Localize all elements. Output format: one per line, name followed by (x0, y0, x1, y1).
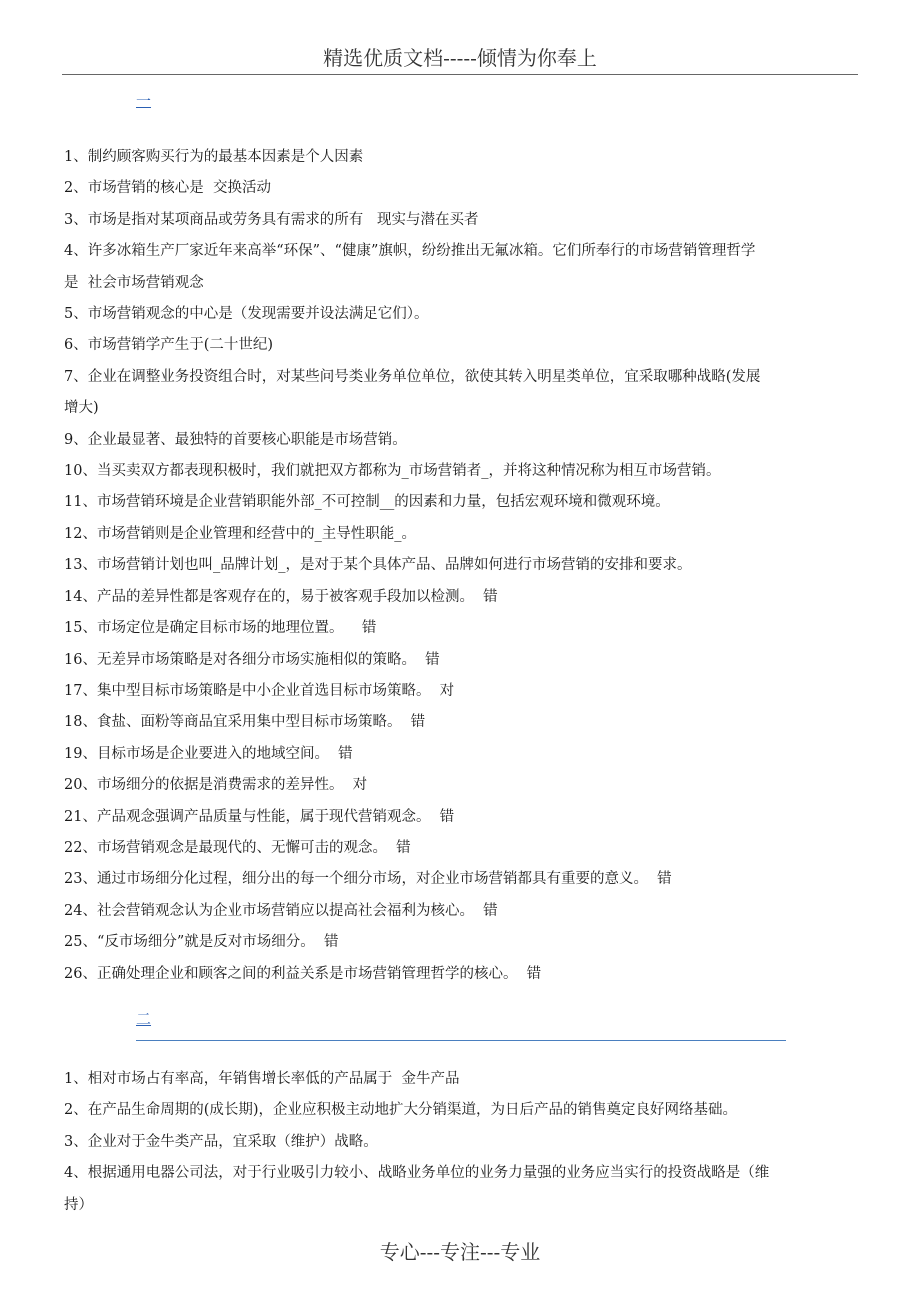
list-item: 7、企业在调整业务投资组合时，对某些问号类业务单位单位，欲使其转入明星类单位，宜采取哪种战略(发展 (64, 368, 761, 385)
list-item: 持） (64, 1196, 93, 1213)
list-item: 5、市场营销观念的中心是（发现需要并设法满足它们）。 (64, 306, 429, 323)
list-item: 3、市场是指对某项商品或劳务具有需求的所有 现实与潜在买者 (64, 211, 479, 228)
list-item: 16、无差异市场策略是对各细分市场实施相似的策略。 错 (64, 651, 440, 668)
list-item: 26、正确处理企业和顾客之间的利益关系是市场营销管理哲学的核心。 错 (64, 965, 542, 982)
list-item: 24、社会营销观念认为企业市场营销应以提高社会福利为核心。 错 (64, 902, 498, 919)
list-item: 11、市场营销环境是企业营销职能外部_不可控制__的因素和力量，包括宏观环境和微观环境。 (64, 494, 670, 511)
list-item: 21、产品观念强调产品质量与性能，属于现代营销观念。 错 (64, 808, 455, 825)
section-two-divider (136, 1040, 786, 1041)
list-item: 18、食盐、面粉等商品宜采用集中型目标市场策略。 错 (64, 714, 426, 731)
section-one-list (64, 142, 858, 990)
section-two-list (64, 1064, 858, 1221)
page-header-title: 精选优质文档-----倾情为你奉上 (323, 46, 597, 70)
list-item: 14、产品的差异性都是客观存在的，易于被客观手段加以检测。 错 (64, 588, 498, 605)
section-one-heading: 一 (136, 92, 152, 110)
list-item: 6、市场营销学产生于(二十世纪) (64, 337, 274, 354)
list-item: 4、许多冰箱生产厂家近年来高举“环保”、“健康”旗帜，纷纷推出无氟冰箱。它们所奉行的市场营销管理哲学 (64, 243, 756, 260)
list-item: 增大) (64, 400, 99, 417)
list-item: 12、市场营销则是企业管理和经营中的_主导性职能_。 (64, 525, 416, 542)
list-item: 25、“反市场细分”就是反对市场细分。 错 (64, 934, 339, 951)
list-item: 22、市场营销观念是最现代的、无懈可击的观念。 错 (64, 839, 411, 856)
list-item: 9、企业最显著、最独特的首要核心职能是市场营销。 (64, 431, 407, 448)
list-item: 1、制约顾客购买行为的最基本因素是个人因素 (64, 149, 364, 165)
header-divider (62, 74, 858, 75)
list-item: 2、在产品生命周期的(成长期)，企业应积极主动地扩大分销渠道，为日后产品的销售奠定良好网络基础。 (64, 1102, 738, 1119)
list-item: 10、当买卖双方都表现积极时，我们就把双方都称为_市场营销者_，并将这种情况称为相互市场营销。 (64, 463, 721, 480)
list-item: 15、市场定位是确定目标市场的地理位置。 错 (64, 620, 377, 637)
list-item: 1、相对市场占有率高，年销售增长率低的产品属于 金牛产品 (64, 1071, 460, 1087)
list-item: 19、目标市场是企业要进入的地域空间。 错 (64, 745, 353, 762)
list-item: 23、通过市场细分化过程，细分出的每一个细分市场，对企业市场营销都具有重要的意义。 错 (64, 871, 672, 888)
list-item: 20、市场细分的依据是消费需求的差异性。 对 (64, 777, 368, 794)
list-item: 是 社会市场营销观念 (64, 274, 204, 291)
list-item: 4、根据通用电器公司法，对于行业吸引力较小、战略业务单位的业务力量强的业务应当实行的投资战略是（维 (64, 1165, 770, 1182)
page-footer-text: 专心---专注---专业 (379, 1240, 541, 1264)
list-item: 17、集中型目标市场策略是中小企业首选目标市场策略。 对 (64, 682, 455, 699)
list-item: 3、企业对于金牛类产品，宜采取（维护）战略。 (64, 1133, 378, 1150)
list-item: 13、市场营销计划也叫_品牌计划_，是对于某个具体产品、品牌如何进行市场营销的安排和要求。 (64, 557, 692, 574)
list-item: 2、市场营销的核心是 交换活动 (64, 180, 271, 197)
section-two-heading: 二 (136, 1010, 152, 1028)
